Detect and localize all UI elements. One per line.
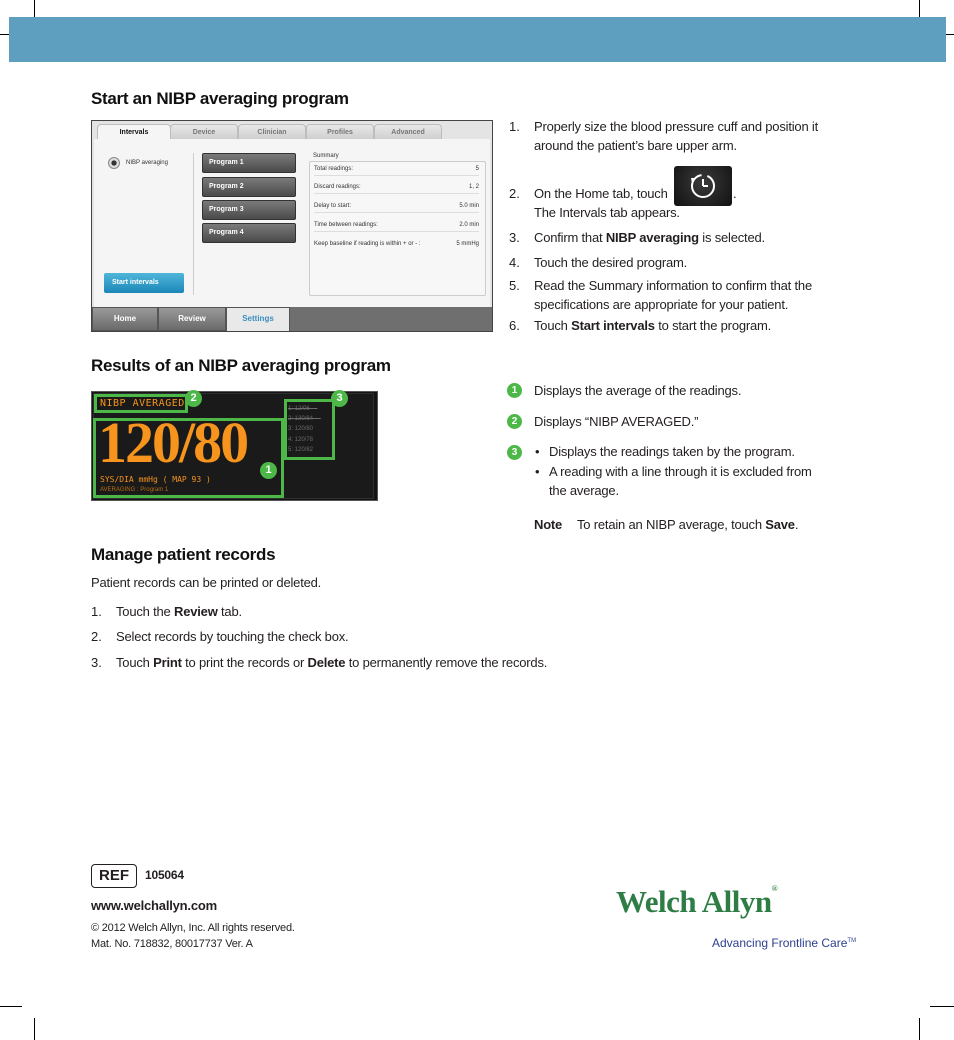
ref-symbol: REF <box>91 864 137 888</box>
step-text: On the Home tab, touch <box>534 186 668 201</box>
step-number: 1. <box>509 119 520 134</box>
step-number: 6. <box>509 318 520 333</box>
tagline: Advancing Frontline Care™ <box>712 936 857 950</box>
reading-item: 4: 120/78 <box>288 437 314 443</box>
summary-row: Keep baseline if reading is within + or - : 5 mmHg <box>314 241 479 247</box>
tab-clinician[interactable]: Clinician <box>238 124 306 140</box>
settings-screen <box>91 120 493 332</box>
material-number: Mat. No. 718832, 80017737 Ver. A <box>91 938 253 950</box>
step-text: . <box>733 186 737 201</box>
tab-advanced[interactable]: Advanced <box>374 124 442 140</box>
step-number: 5. <box>509 278 520 293</box>
note-text: To retain an NIBP average, touch Save. <box>577 517 799 532</box>
section-heading-manage: Manage patient records <box>91 545 276 564</box>
nibp-display <box>91 391 378 501</box>
radio-label: NIBP averaging <box>126 160 168 166</box>
tab-device[interactable]: Device <box>170 124 238 140</box>
program-1-button[interactable]: Program 1 <box>202 153 296 173</box>
callout-badge-2: 2 <box>507 414 522 429</box>
step-text: Read the Summary information to confirm that the specifications are appropriate for your patient. <box>534 278 812 312</box>
bottom-tab-review[interactable]: Review <box>158 307 226 331</box>
callout-badge-1: 1 <box>260 462 277 479</box>
step-text: Select records by touching the check box. <box>116 629 349 644</box>
start-intervals-button[interactable]: Start intervals <box>104 273 184 293</box>
step-text: The Intervals tab appears. <box>534 205 680 220</box>
program-2-button[interactable]: Program 2 <box>202 177 296 197</box>
tab-intervals[interactable]: Intervals <box>97 124 171 140</box>
step-text: Properly size the blood pressure cuff and position it around the patient’s bare upper arm. <box>534 119 818 153</box>
program-3-button[interactable]: Program 3 <box>202 200 296 220</box>
tab-profiles[interactable]: Profiles <box>306 124 374 140</box>
reading-item: 1: 12/06 — <box>288 406 318 412</box>
summary-row: Total readings: 5 <box>314 166 479 176</box>
header-bar <box>9 17 946 62</box>
step-text: Touch Start intervals to start the program. <box>534 318 772 333</box>
section-heading-start: Start an NIBP averaging program <box>91 89 349 108</box>
result-bullet-text: Displays the readings taken by the program. <box>549 444 795 459</box>
divider <box>193 153 194 295</box>
website-link[interactable]: www.welchallyn.com <box>91 898 217 913</box>
summary-panel <box>309 161 486 296</box>
nibp-average-value: 120/80 <box>98 410 248 475</box>
callout-badge-1: 1 <box>507 383 522 398</box>
step-number: 2. <box>91 629 102 644</box>
averaging-program: AVERAGING : Program 1 <box>100 487 169 493</box>
crop-mark <box>34 1018 35 1040</box>
summary-row: Time between readings: 2.0 min <box>314 222 479 232</box>
note-label: Note <box>534 517 563 532</box>
intervals-clock-icon <box>674 166 732 206</box>
nibp-averaging-radio[interactable] <box>108 157 120 169</box>
step-text: Confirm that NIBP averaging is selected. <box>534 230 765 245</box>
step-text: Touch Print to print the records or Delete to permanently remove the records. <box>116 655 548 670</box>
manage-intro: Patient records can be printed or deleted. <box>91 575 322 590</box>
step-number: 2. <box>509 186 520 201</box>
section-heading-results: Results of an NIBP averaging program <box>91 356 391 375</box>
crop-mark <box>930 1006 954 1007</box>
reading-item: 2: 130/84 — <box>288 416 321 422</box>
step-number: 3. <box>509 230 520 245</box>
bullet: • <box>535 464 540 479</box>
copyright: © 2012 Welch Allyn, Inc. All rights reserved. <box>91 922 295 934</box>
program-4-button[interactable]: Program 4 <box>202 223 296 243</box>
crop-mark <box>0 1006 22 1007</box>
ref-number: 105064 <box>145 868 184 882</box>
welch-allyn-logo: Welch Allyn® <box>616 884 778 919</box>
nibp-averaged-label: NIBP AVERAGED <box>100 398 185 409</box>
step-number: 4. <box>509 255 520 270</box>
result-bullet-text: A reading with a line through it is excluded from the average. <box>549 464 812 498</box>
callout-badge-3: 3 <box>331 390 348 407</box>
callout-badge-3: 3 <box>507 445 522 460</box>
reading-item: 3: 120/80 <box>288 426 314 432</box>
result-item-text: Displays “NIBP AVERAGED.” <box>534 414 699 429</box>
result-item-text: Displays the average of the readings. <box>534 383 742 398</box>
bullet: • <box>535 444 540 459</box>
step-text: Touch the Review tab. <box>116 604 242 619</box>
step-number: 1. <box>91 604 102 619</box>
bottom-tab-settings[interactable]: Settings <box>226 307 290 331</box>
crop-mark <box>919 1018 920 1040</box>
callout-badge-2: 2 <box>185 390 202 407</box>
summary-title: Summary <box>313 153 339 159</box>
nibp-units: SYS/DIA mmHg ( MAP 93 ) <box>100 475 211 484</box>
step-number: 3. <box>91 655 102 670</box>
bottom-tab-home[interactable]: Home <box>92 307 158 331</box>
step-text: Touch the desired program. <box>534 255 688 270</box>
summary-row: Discard readings: 1, 2 <box>314 184 479 194</box>
summary-row: Delay to start: 5.0 min <box>314 203 479 213</box>
reading-item: 5: 120/82 <box>288 447 314 453</box>
